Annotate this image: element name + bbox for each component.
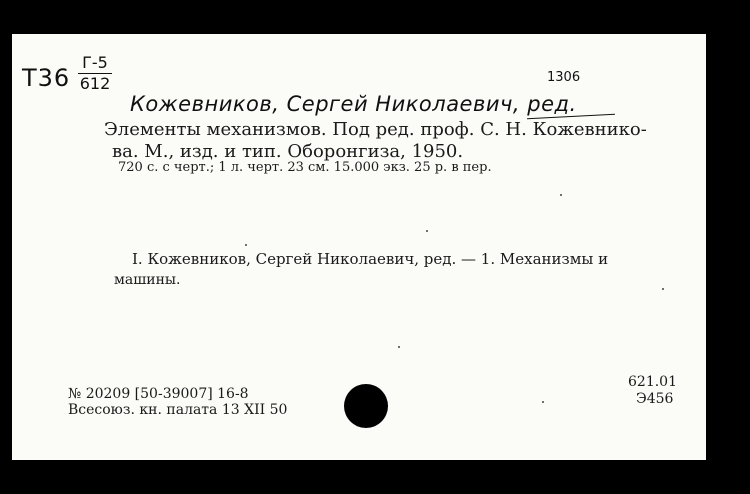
author-mark: Э456 xyxy=(636,391,674,407)
speck xyxy=(398,346,400,348)
tracing-line-2: машины. xyxy=(114,272,181,288)
classification-number: 621.01 xyxy=(628,374,677,390)
fraction-numerator: Г-5 xyxy=(82,53,108,72)
handwritten-number: 1306 xyxy=(547,70,581,85)
speck xyxy=(542,401,544,403)
record-number: № 20209 [50-39007] 16-8 xyxy=(68,386,249,402)
handwritten-shelf-code: T36 xyxy=(22,64,71,92)
catalog-card xyxy=(12,34,706,460)
title-line-2: ва. М., изд. и тип. Оборонгиза, 1950. xyxy=(112,141,464,162)
speck xyxy=(662,288,664,290)
speck xyxy=(426,230,428,232)
physical-description: 720 с. с черт.; 1 л. черт. 23 см. 15.000 экз. 25 р. в пер. xyxy=(118,160,492,175)
book-chamber-stamp: Всесоюз. кн. палата 13 XII 50 xyxy=(68,402,288,418)
punch-hole xyxy=(344,384,388,428)
handwritten-author: Кожевников, Сергей Николаевич, ред. xyxy=(130,92,577,116)
speck xyxy=(245,244,247,246)
speck xyxy=(560,194,562,196)
fraction-denominator: 612 xyxy=(79,74,111,93)
tracing-line-1: I. Кожевников, Сергей Николаевич, ред. — 1. Механизмы и xyxy=(132,250,609,268)
handwritten-fraction xyxy=(78,54,112,93)
title-line-1: Элементы механизмов. Под ред. проф. С. Н. Кожевнико- xyxy=(104,119,647,140)
